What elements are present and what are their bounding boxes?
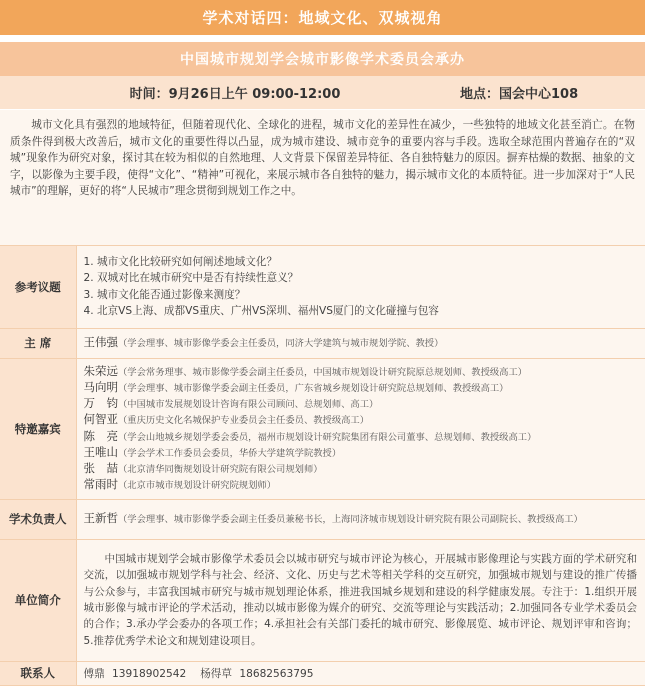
info-table bbox=[0, 246, 645, 686]
guest-desc: （北京清华同衡规划设计研究院有限公司规划师） bbox=[118, 463, 323, 475]
guest-desc: （北京市城市规划设计研究院规划师） bbox=[118, 480, 277, 492]
guest-item bbox=[84, 477, 638, 493]
guest-item bbox=[84, 380, 638, 396]
unit-row bbox=[0, 539, 645, 661]
guests-label: 特邀嘉宾 bbox=[0, 358, 76, 499]
chair-row bbox=[0, 328, 645, 358]
guest-desc: （学会学术工作委员会委员，华侨大学建筑学院教授） bbox=[118, 447, 342, 459]
topic-item: 3. 城市文化能否通过影像来测度？ bbox=[83, 288, 246, 301]
guests-row bbox=[0, 358, 645, 499]
chair-label: 主 席 bbox=[0, 328, 76, 358]
guest-desc: （中国城市发展规划设计咨询有限公司顾问、总规划师、高工） bbox=[118, 399, 379, 411]
topics-content bbox=[76, 246, 645, 328]
guest-name: 张 喆 bbox=[83, 460, 118, 475]
guest-name: 万 钧 bbox=[83, 396, 118, 411]
guest-name: 朱荣远 bbox=[83, 363, 118, 378]
academic-desc: （学会理事、城市影像学委会副主任委员兼秘书长，上海同济城市规划设计研究院有限公司副院长、教授级高工） bbox=[118, 513, 583, 525]
chair-content bbox=[76, 328, 645, 358]
guest-desc: （学会理事、城市影像学委会副主任委员，广东省城乡规划设计研究院总规划师、教授级高工） bbox=[118, 382, 509, 394]
topic-list bbox=[84, 254, 638, 320]
guest-item bbox=[84, 429, 638, 445]
contact-row bbox=[0, 661, 645, 685]
session-title-bar bbox=[0, 0, 645, 35]
guest-desc: （学会常务理事、城市影像学委会副主任委员，中国城市规划设计研究院原总规划师、教授级高工） bbox=[118, 366, 528, 378]
contact-person-1: 傅鼎 13918902542 bbox=[83, 667, 187, 680]
academic-content bbox=[76, 499, 645, 539]
guest-name: 马向明 bbox=[83, 379, 118, 394]
contact-label: 联系人 bbox=[0, 661, 76, 685]
guests-content bbox=[76, 358, 645, 499]
guest-item bbox=[84, 364, 638, 380]
chair-name: 王伟强 bbox=[83, 335, 118, 349]
guest-desc: （学会山地城乡规划学委会委员，福州市规划设计研究院集团有限公司董事、总规划师、教授级高工） bbox=[118, 431, 537, 443]
academic-label: 学术负责人 bbox=[0, 499, 76, 539]
contact-person-2: 杨得草 18682563795 bbox=[200, 667, 314, 680]
time-place-row bbox=[0, 76, 645, 110]
guest-desc: （重庆历史文化名城保护专业委员会主任委员、教授级高工） bbox=[118, 415, 370, 427]
guest-name: 王唯山 bbox=[83, 444, 118, 459]
academic-name: 王新哲 bbox=[83, 510, 118, 525]
unit-content bbox=[76, 539, 645, 661]
topics-label: 参考议题 bbox=[0, 246, 76, 328]
unit-label: 单位简介 bbox=[0, 539, 76, 661]
contact-content bbox=[76, 661, 645, 685]
topic-item: 4. 北京VS上海、成都VS重庆、广州VS深圳、福州VS厦门的文化碰撞与包容 bbox=[83, 305, 439, 318]
guest-name: 何智亚 bbox=[83, 412, 118, 427]
organizer-bar bbox=[0, 42, 645, 76]
organizer-title: 中国城市规划学会城市影像学术委员会承办 bbox=[180, 52, 465, 68]
chair-desc: （学会理事、城市影像学委会主任委员，同济大学建筑与城市规划学院、教授） bbox=[118, 338, 444, 349]
session-title: 学术对话四：地域文化、双城视角 bbox=[202, 9, 443, 27]
guest-item bbox=[84, 445, 638, 461]
guest-name: 陈 亮 bbox=[83, 428, 118, 443]
topic-item: 2. 双城对比在城市研究中是否有持续性意义？ bbox=[83, 272, 299, 285]
guest-item bbox=[84, 461, 638, 477]
academic-row bbox=[0, 499, 645, 539]
session-place: 地点：国会中心108 bbox=[460, 87, 579, 102]
session-time: 时间：9月26日上午 09:00-12:00 bbox=[129, 87, 341, 102]
guest-item bbox=[84, 412, 638, 428]
divider bbox=[0, 35, 645, 42]
topic-item: 1. 城市文化比较研究如何阐述地域文化？ bbox=[83, 255, 278, 268]
guest-item bbox=[84, 396, 638, 412]
guest-name: 常雨时 bbox=[83, 477, 118, 492]
intro-paragraph: 城市文化具有强烈的地域特征，但随着现代化、全球化的进程，城市文化的差异性在减少，一些独特的地域文化甚至消亡。在物质条件得到极大改善后，城市文化的重要性得以凸显，成为城市建设、城市竞争的重要内容与手段。选取全球范围内普遍存在的“双城”现象作为研究对象，探讨其在较为相似的自然地理、人文背景下保留差异特征、各自独特魅力的原因。摒弃枯燥的数据、抽象的文字，以影像为主要手段，使得“文化”、“精神”可视化，来展示城市各自独特的魅力，揭示城市文化的本质特征。进一步加深对于“人民城市”的理解，更好的将“人民城市”理念贯彻到规划工作之中。 bbox=[0, 110, 645, 246]
unit-description: 中国城市规划学会城市影像学术委员会以城市研究与城市评论为核心，开展城市影像理论与实践方面的学术研究和交流，以加强城市规划学科与社会、经济、文化、历史与艺术等相关学科的交互研究，加强城市规划与建设的推广传播与公众参与，丰富我国城市研究与城市规划理论体系，推进我国城乡规划和建设的科学健康发展。专注于：1.组织开展城市影像与城市评论的学术活动，推动以城市影像为媒介的研究、交流等理论与实践活动；2.加强同各专业学术委员会的合作；3.承办学会委办的各项工作；4.承担社会有关部门委托的城市研究、影像展览、城市评论、规划评审和咨询；5.推荐优秀学术论文和规划建设项目。 bbox=[83, 553, 637, 647]
topics-row bbox=[0, 246, 645, 328]
